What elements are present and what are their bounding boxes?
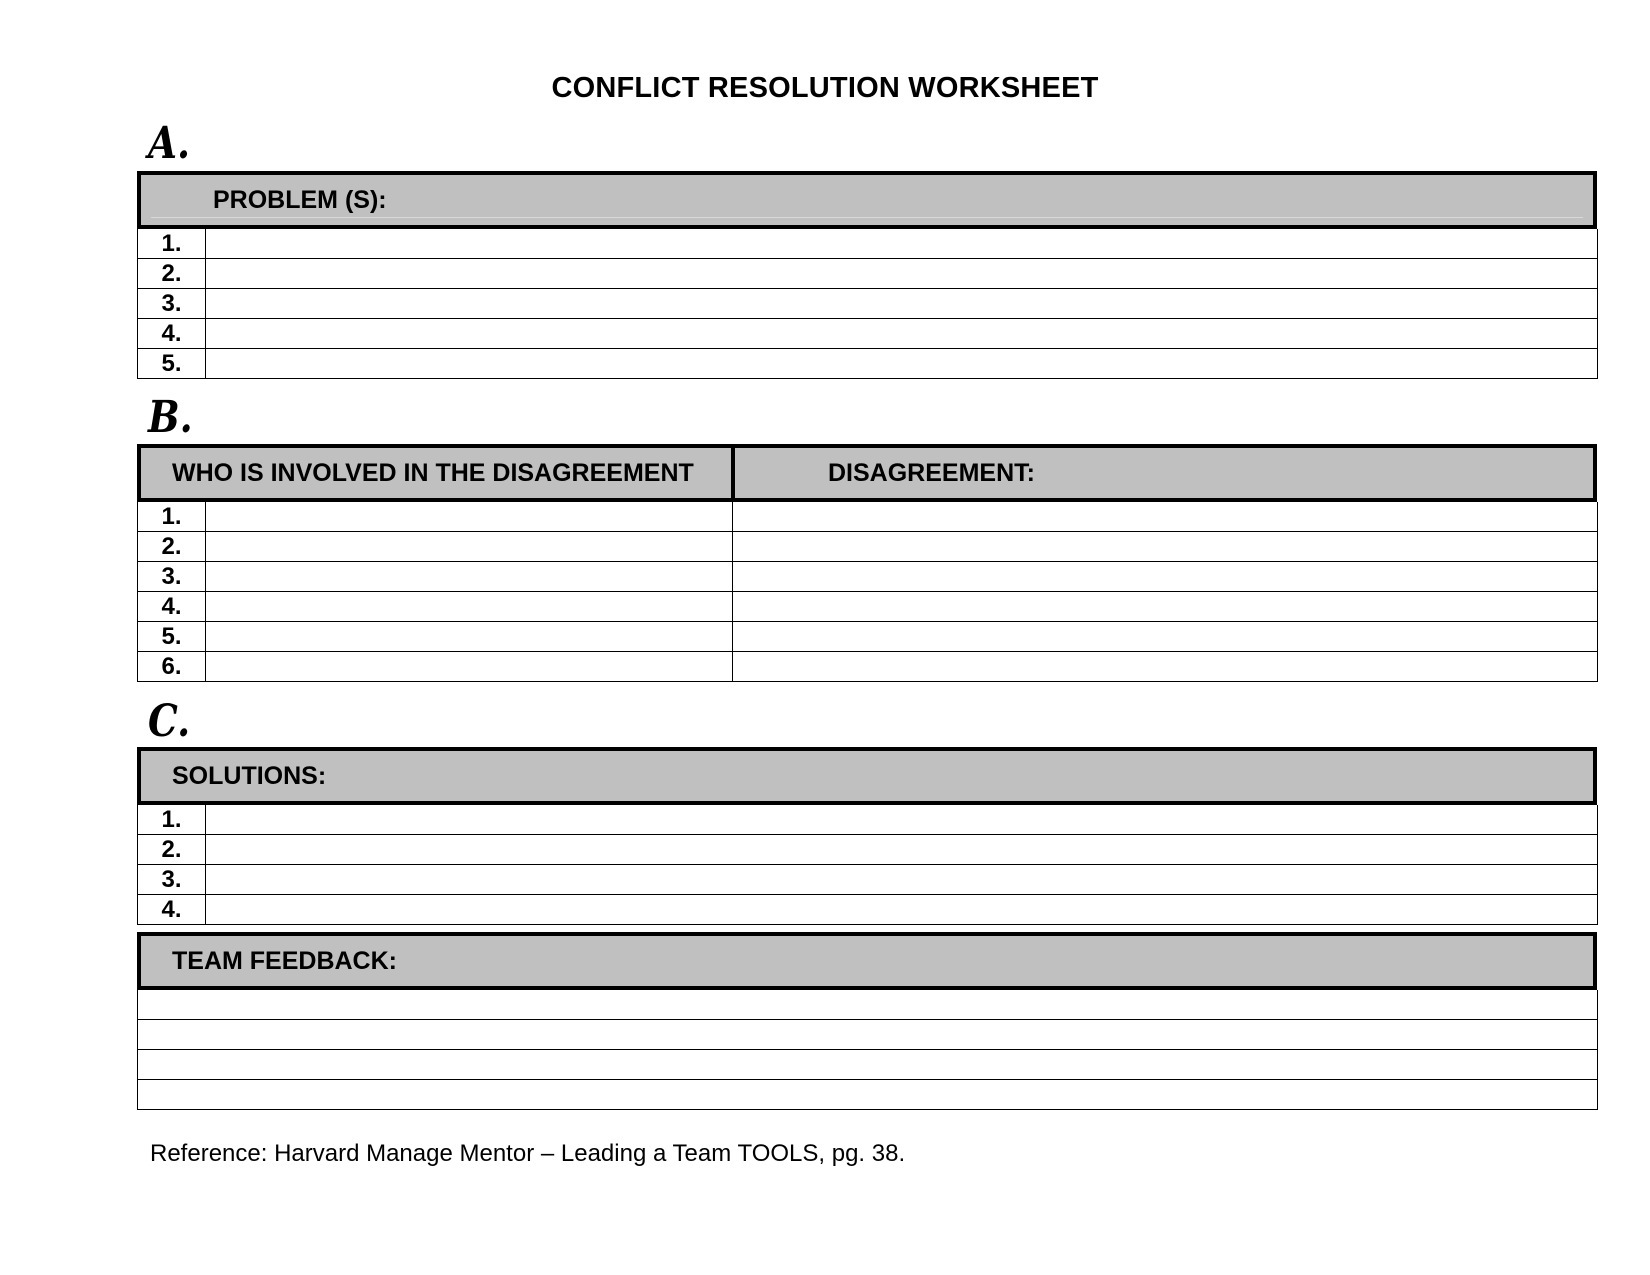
- problems-rows: [137, 229, 1598, 379]
- disagreement-row-number: 4.: [138, 592, 206, 621]
- solutions-header-label: SOLUTIONS:: [172, 762, 327, 790]
- problem-row-3: [137, 289, 1598, 319]
- problem-entry-field[interactable]: [207, 229, 1597, 258]
- involved-entry-field[interactable]: [207, 562, 731, 591]
- involved-entry-field[interactable]: [207, 592, 731, 621]
- team-feedback-rows: [137, 990, 1598, 1110]
- disagreement-row-2: [137, 532, 1598, 562]
- disagreement-rows: [137, 502, 1598, 682]
- involved-entry-field[interactable]: [207, 502, 731, 531]
- feedback-row-1[interactable]: [137, 990, 1598, 1020]
- disagreement-header-label: DISAGREEMENT:: [828, 459, 1035, 487]
- solution-row-4: [137, 895, 1598, 925]
- involved-entry-field[interactable]: [207, 532, 731, 561]
- feedback-row-3[interactable]: [137, 1050, 1598, 1080]
- feedback-row-4[interactable]: [137, 1080, 1598, 1110]
- solution-row-number: 3.: [138, 865, 206, 894]
- disagreement-row-number: 6.: [138, 652, 206, 681]
- disagreement-entry-field[interactable]: [733, 592, 1597, 621]
- disagreement-entry-field[interactable]: [733, 532, 1597, 561]
- solution-row-number: 2.: [138, 835, 206, 864]
- problem-row-4: [137, 319, 1598, 349]
- involved-entry-field[interactable]: [207, 652, 731, 681]
- problem-entry-field[interactable]: [207, 349, 1597, 378]
- problem-row-number: 5.: [138, 349, 206, 378]
- disagreement-entry-field[interactable]: [733, 562, 1597, 591]
- involved-header-label: WHO IS INVOLVED IN THE DISAGREEMENT: [172, 459, 694, 487]
- feedback-row-2[interactable]: [137, 1020, 1598, 1050]
- problem-row-5: [137, 349, 1598, 379]
- solution-entry-field[interactable]: [207, 805, 1597, 834]
- solution-row-number: 4.: [138, 895, 206, 924]
- disagreement-row-number: 5.: [138, 622, 206, 651]
- disagreement-row-4: [137, 592, 1598, 622]
- section-a-letter: A.: [148, 118, 191, 169]
- problem-row-number: 2.: [138, 259, 206, 288]
- solutions-rows: [137, 805, 1598, 925]
- section-b-letter: B.: [148, 392, 193, 443]
- header-divider: [731, 444, 735, 502]
- solution-row-number: 1.: [138, 805, 206, 834]
- disagreement-row-1: [137, 502, 1598, 532]
- disagreement-row-3: [137, 562, 1598, 592]
- disagreement-row-number: 1.: [138, 502, 206, 531]
- problem-row-number: 4.: [138, 319, 206, 348]
- solutions-header: [137, 747, 1597, 805]
- problem-entry-field[interactable]: [207, 289, 1597, 318]
- disagreement-row-number: 3.: [138, 562, 206, 591]
- disagreement-entry-field[interactable]: [733, 622, 1597, 651]
- solution-entry-field[interactable]: [207, 865, 1597, 894]
- solution-entry-field[interactable]: [207, 835, 1597, 864]
- disagreement-row-5: [137, 622, 1598, 652]
- problem-row-number: 1.: [138, 229, 206, 258]
- involved-entry-field[interactable]: [207, 622, 731, 651]
- problem-row-1: [137, 229, 1598, 259]
- disagreement-entry-field[interactable]: [733, 652, 1597, 681]
- disagreement-entry-field[interactable]: [733, 502, 1597, 531]
- team-feedback-header: [137, 932, 1597, 990]
- solution-row-3: [137, 865, 1598, 895]
- problem-row-number: 3.: [138, 289, 206, 318]
- disagreement-row-number: 2.: [138, 532, 206, 561]
- problem-entry-field[interactable]: [207, 259, 1597, 288]
- solution-entry-field[interactable]: [207, 895, 1597, 924]
- section-c-letter: C.: [148, 696, 191, 747]
- solution-row-1: [137, 805, 1598, 835]
- worksheet-title: CONFLICT RESOLUTION WORKSHEET: [551, 72, 1099, 104]
- disagreement-row-6: [137, 652, 1598, 682]
- disagreement-header: [137, 444, 1597, 502]
- problem-entry-field[interactable]: [207, 319, 1597, 348]
- problem-row-2: [137, 259, 1598, 289]
- problems-header-label: PROBLEM (S):: [213, 186, 387, 214]
- reference-note: Reference: Harvard Manage Mentor – Leading a Team TOOLS, pg. 38.: [150, 1140, 906, 1167]
- solution-row-2: [137, 835, 1598, 865]
- team-feedback-header-label: TEAM FEEDBACK:: [172, 947, 397, 975]
- problems-header: [137, 171, 1597, 229]
